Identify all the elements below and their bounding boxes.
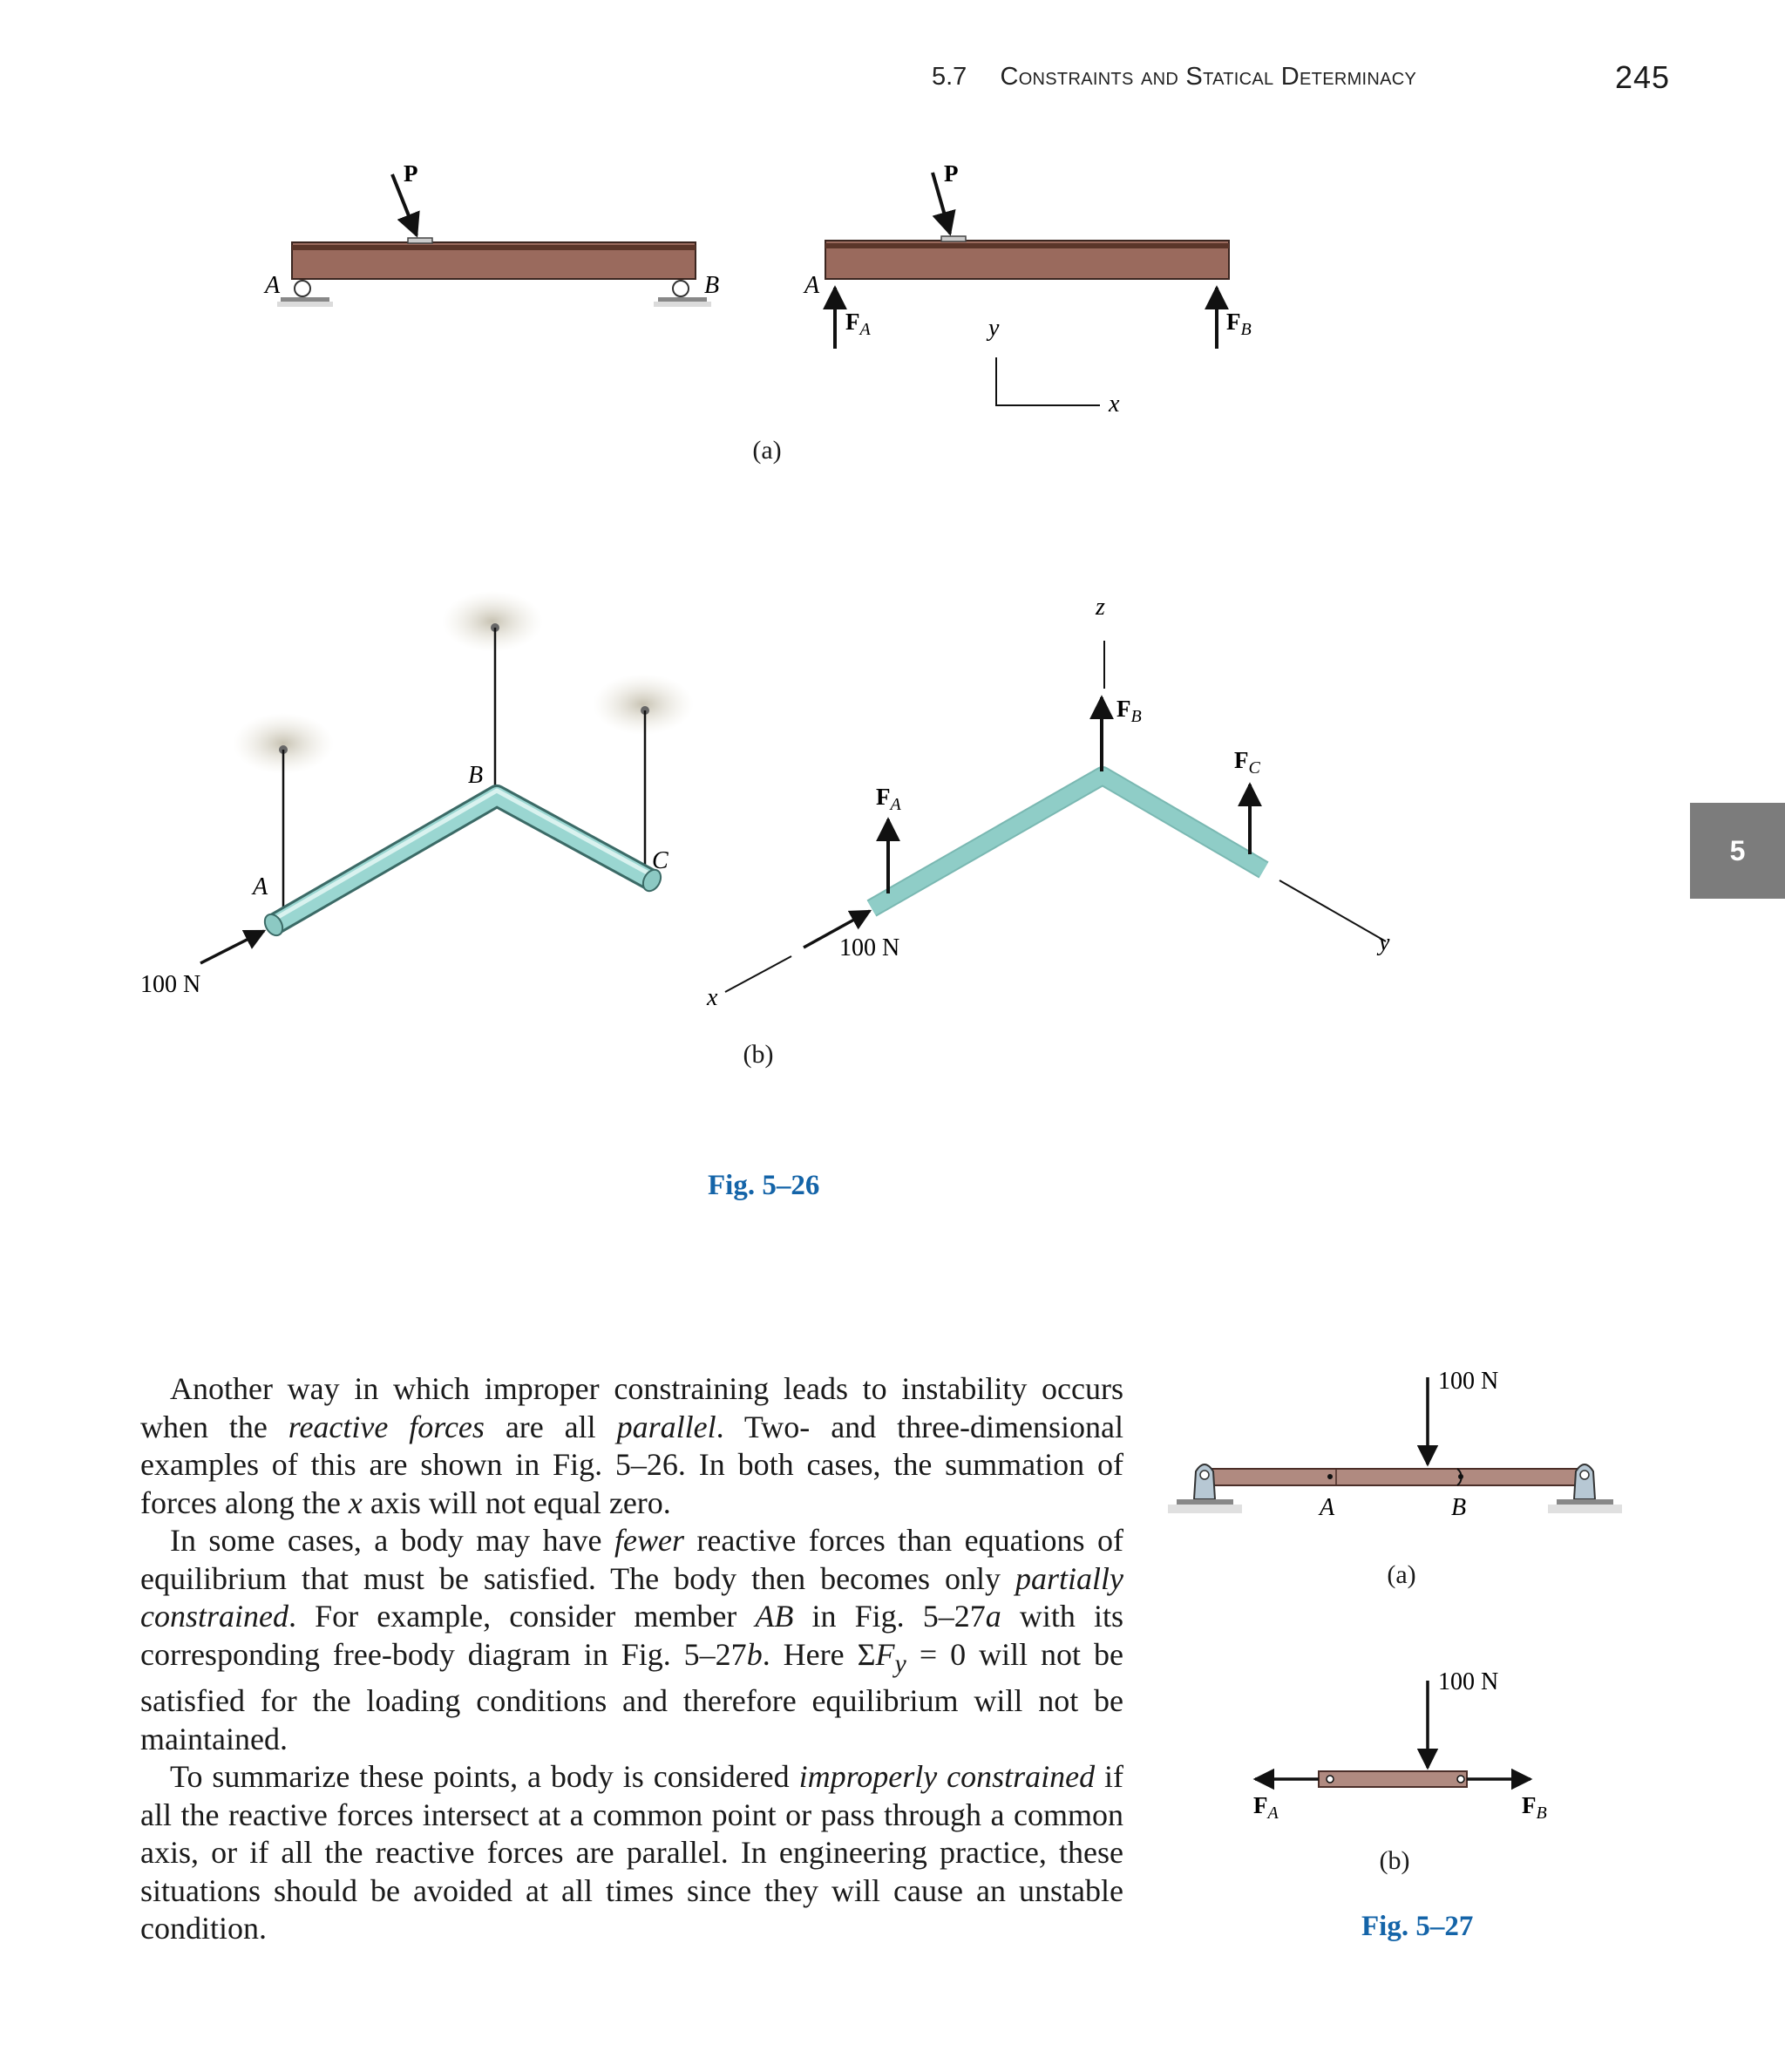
caption-5-26b: (b) [743,1040,774,1069]
chapter-tab[interactable]: 5 [1690,803,1785,899]
label-b: B [704,272,720,299]
fbd-member-ab [1255,1681,1530,1787]
section-number: 5.7 [932,63,967,91]
roller-a [295,281,310,296]
label-fa: $F_A$ [845,309,871,339]
paragraph-2: In some cases, a body may have fewer reactive forces than equations of equilibrium that must be satisfied. The body then becomes only partially constrained. For example, consider member AB in Fig. 5–27a with its corresponding free-body diagram in Fig. 5–27b. Here $\Sigma F_y = 0$ will not be satisfied for the loading conditions and therefore equilibrium will not be maintained. [140,1523,1124,1756]
caption-5-27a: (a) [1387,1560,1416,1589]
roller-b [673,281,689,296]
label-a: A [265,272,281,299]
figure-5-26a [0,0,1785,488]
caption-5-27b: (b) [1379,1846,1410,1875]
rod-label-a: A [253,873,268,900]
load-label-27b: 100 N [1438,1668,1499,1695]
axis-x-line [725,956,791,992]
axis-y-line [1279,880,1386,941]
load-arrow-100n [200,931,264,963]
page-number: 245 [1615,59,1671,95]
label-fb-27: $F_B$ [1522,1792,1547,1823]
body-text [140,1370,1123,1948]
ceiling-anchor-c [593,674,694,735]
fbd-label-a: A [804,272,820,299]
label-fb-3d: $F_B$ [1116,696,1142,726]
axis-x-3d: x [707,984,718,1011]
paragraph-3: To summarize these points, a body is considered improperly constrained if all the reactive forces intersect at a common point or pass through a common axis, or if all the reactive forces are parallel. In engineering practice, these situations should be avoided at all times since they will cause an unstable condition. [140,1759,1123,1946]
axis-z: z [1096,594,1105,621]
label-b-27: B [1451,1494,1467,1521]
label-fb: $F_B$ [1226,309,1252,339]
pinned-member-ab [1168,1377,1622,1513]
label-fc-3d: $F_C$ [1234,747,1260,778]
pin-support-left [1194,1464,1215,1499]
paragraph-1: Another way in which improper constraining leads to instability occurs when the reactive forces are all parallel. Two- and three-dimensional examples of this are shown in Fig. 5–26. In both cases, the summation of forces along the x axis will not equal zero. [140,1371,1123,1520]
label-fa-27: $F_A$ [1253,1792,1279,1823]
figure-5-26b [0,575,1785,1046]
label-a-27: A [1320,1494,1335,1521]
axis-y: y [988,315,1000,342]
figure-label-5-27: Fig. 5–27 [1361,1911,1474,1942]
supported-beam [277,174,711,307]
label-fa-3d: $F_A$ [876,784,901,814]
pin-support-right [1574,1464,1595,1499]
caption-5-26a: (a) [752,436,782,465]
ceiling-anchor-b [442,591,543,652]
load-label-100n: 100 N [140,971,201,998]
fbd-load-label: 100 N [839,934,900,961]
axis-y-3d: y [1379,929,1390,956]
rod-label-b: B [468,762,484,789]
fbd-beam [825,173,1229,405]
load-label-27a: 100 N [1438,1368,1499,1395]
bent-rod [261,791,664,939]
fbd-bent-rod [725,641,1386,992]
rod-label-c: C [652,847,669,874]
axes-xy [996,357,1100,405]
section-title: Constraints and Statical Determinacy [1000,63,1417,91]
axis-x: x [1109,391,1120,418]
figure-label-5-26: Fig. 5–26 [708,1170,820,1201]
fbd-label-p: P [944,160,959,187]
label-p: P [404,160,418,187]
